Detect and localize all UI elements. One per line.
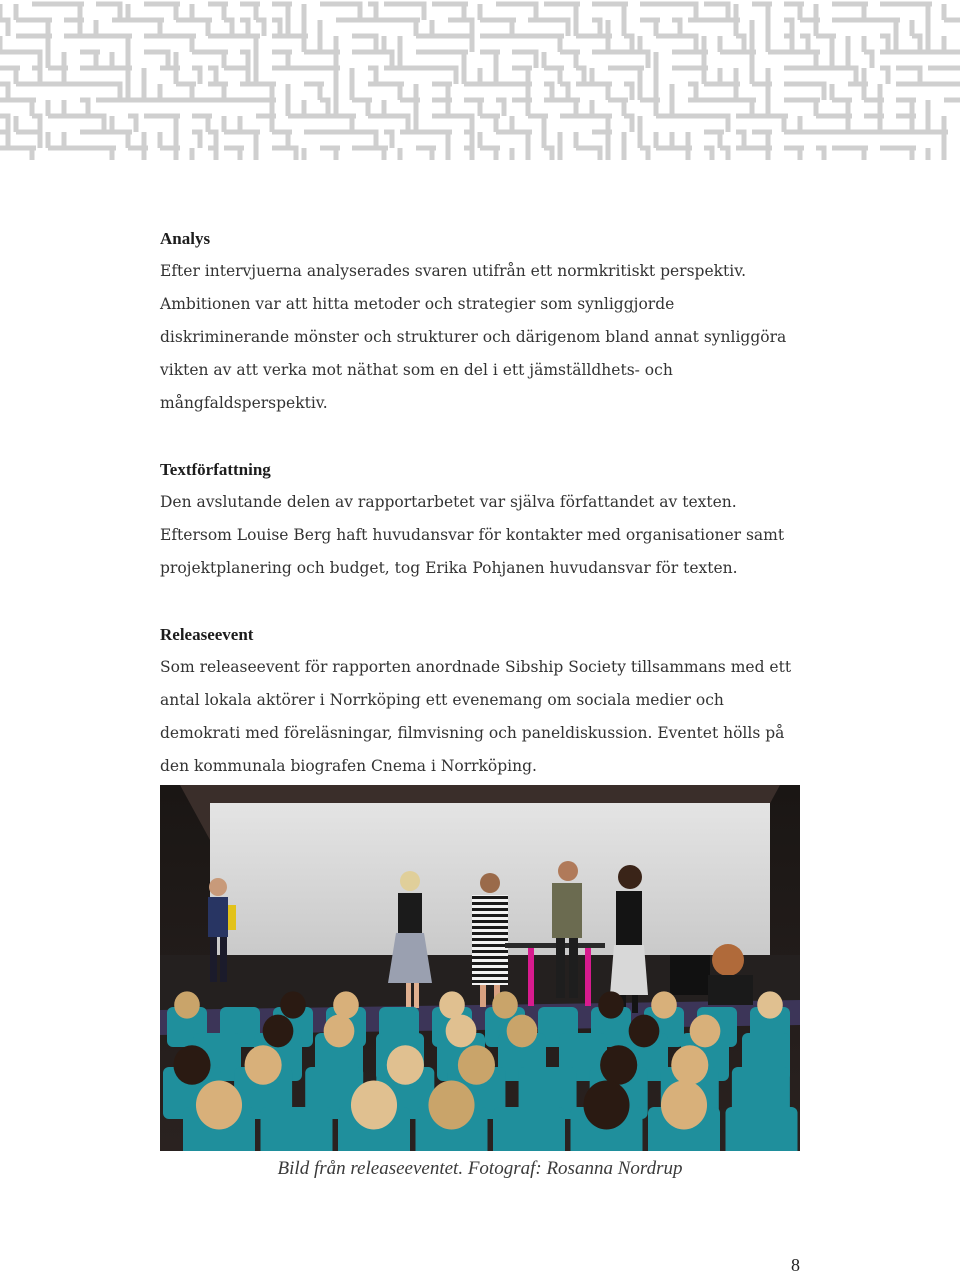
paragraph-line: den kommunala biografen Cnema i Norrköping. (160, 757, 537, 775)
audience-head (439, 991, 465, 1018)
paragraph-line: vikten av att verka mot näthat som en del i ett jämställdhets- och (160, 361, 673, 379)
audience-head (690, 1015, 721, 1048)
cinema-seat (493, 1107, 565, 1151)
audience-head (661, 1081, 707, 1130)
section-heading: Textförfattning (160, 460, 271, 479)
paragraph-line: Eftersom Louise Berg haft huvudansvar för kontakter med organisationer samt (160, 526, 785, 544)
audience-head (600, 1045, 637, 1084)
paragraph-line: demokrati med föreläsningar, filmvisning och paneldiskussion. Eventet hölls på (160, 724, 785, 742)
paragraph-line: antal lokala aktörer i Norrköping ett evenemang om sociala medier och (160, 691, 724, 709)
bar-table-leg (585, 948, 591, 1006)
section-analys (160, 222, 800, 420)
audience-head (651, 991, 677, 1018)
audience-head (458, 1045, 495, 1084)
paragraph-line: mångfaldsperspektiv. (160, 394, 328, 412)
audience-head (446, 1015, 477, 1048)
audience-head (507, 1015, 538, 1048)
section-releaseevent (160, 618, 800, 783)
audience-head (583, 1081, 629, 1130)
audience-head (174, 991, 200, 1018)
document-body (160, 222, 800, 783)
bar-table-leg (528, 948, 534, 1006)
audience-head (598, 991, 624, 1018)
audience-head (428, 1081, 474, 1130)
section-heading: Analys (160, 229, 211, 248)
paragraph-line: Efter intervjuerna analyserades svaren utifrån ett normkritiskt perspektiv. (160, 262, 747, 280)
audience-head (492, 991, 518, 1018)
audience-head (196, 1081, 242, 1130)
header-maze-pattern (0, 0, 960, 160)
audience-head (245, 1045, 282, 1084)
audience-head (351, 1081, 397, 1130)
audience-head (333, 991, 359, 1018)
cinema-seat (261, 1107, 333, 1151)
section-textforfattning (160, 453, 800, 585)
audience-head (263, 1015, 294, 1048)
paragraph-line: Den avslutande delen av rapportarbetet var själva författandet av texten. (160, 493, 737, 511)
event-photo (160, 785, 800, 1151)
audience-head (173, 1045, 210, 1084)
audience-head (280, 991, 306, 1018)
audience-head (629, 1015, 660, 1048)
paragraph-line: projektplanering och budget, tog Erika Pohjanen huvudansvar för texten. (160, 559, 738, 577)
page-number: 8 (791, 1255, 800, 1275)
paragraph-line: Ambitionen var att hitta metoder och strategier som synliggjorde (160, 295, 675, 313)
audience-head (324, 1015, 355, 1048)
audience-head (387, 1045, 424, 1084)
audience-head (671, 1045, 708, 1084)
paragraph-line: Som releaseevent för rapporten anordnade Sibship Society tillsammans med ett (160, 658, 792, 676)
section-heading: Releaseevent (160, 625, 254, 644)
paragraph-line: diskriminerande mönster och strukturer och därigenom bland annat synliggöra (160, 328, 787, 346)
photo-caption: Bild från releaseeventet. Fotograf: Rosanna Nordrup (277, 1158, 683, 1179)
audience-head (757, 991, 783, 1018)
cinema-seat (726, 1107, 798, 1151)
